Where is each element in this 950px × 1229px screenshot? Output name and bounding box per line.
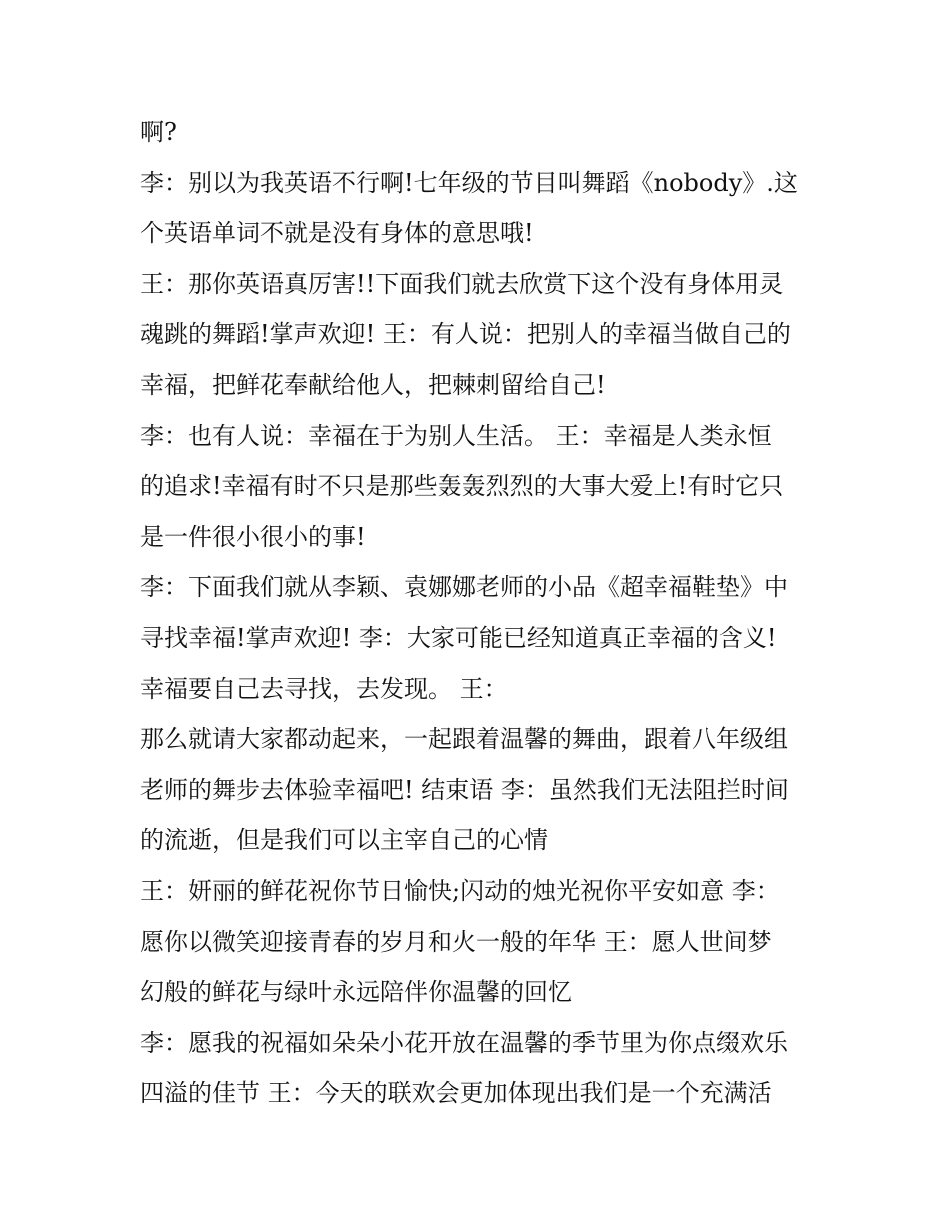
text-line: 李：别以为我英语不行啊!七年级的节目叫舞蹈《nobody》.这 bbox=[140, 168, 798, 197]
text-line: 寻找幸福!掌声欢迎! 李：大家可能已经知道真正幸福的含义! bbox=[140, 623, 777, 652]
text-line: 李：下面我们就从李颖、袁娜娜老师的小品《超幸福鞋垫》中 bbox=[140, 573, 788, 602]
script-text-body bbox=[140, 107, 830, 1119]
text-line: 啊? bbox=[140, 118, 177, 146]
text-line: 愿你以微笑迎接青春的岁月和火一般的年华 王：愿人世间梦 bbox=[140, 927, 772, 956]
text-line: 幸福，把鲜花奉献给他人，把棘刺留给自己! bbox=[140, 370, 606, 399]
text-line: 王：那你英语真厉害!!下面我们就去欣赏下这个没有身体用灵 bbox=[140, 269, 784, 298]
text-line: 李：愿我的祝福如朵朵小花开放在温馨的季节里为你点缀欢乐 bbox=[140, 1028, 788, 1057]
text-line: 幸福要自己去寻找，去发现。 王： bbox=[140, 674, 508, 703]
text-line: 个英语单词不就是没有身体的意思哦! bbox=[140, 219, 534, 248]
text-line: 李：也有人说：幸福在于为别人生活。 王：幸福是人类永恒 bbox=[140, 421, 772, 450]
text-line: 四溢的佳节 王：今天的联欢会更加体现出我们是一个充满活 bbox=[140, 1079, 772, 1108]
text-line: 那么就请大家都动起来，一起跟着温馨的舞曲，跟着八年级组 bbox=[140, 725, 788, 754]
text-line: 魂跳的舞蹈!掌声欢迎! 王：有人说：把别人的幸福当做自己的 bbox=[140, 320, 791, 349]
text-line: 的追求!幸福有时不只是那些轰轰烈烈的大事大爱上!有时它只 bbox=[140, 472, 784, 501]
text-line: 的流逝，但是我们可以主宰自己的心情 bbox=[140, 826, 548, 855]
text-line: 幻般的鲜花与绿叶永远陪伴你温馨的回忆 bbox=[140, 978, 572, 1007]
text-line: 老师的舞步去体验幸福吧! 结束语 李：虽然我们无法阻拦时间 bbox=[140, 775, 789, 804]
text-line: 是一件很小很小的事! bbox=[140, 522, 366, 551]
text-line: 王：妍丽的鲜花祝你节日愉快;闪动的烛光祝你平安如意 李： bbox=[140, 876, 780, 905]
